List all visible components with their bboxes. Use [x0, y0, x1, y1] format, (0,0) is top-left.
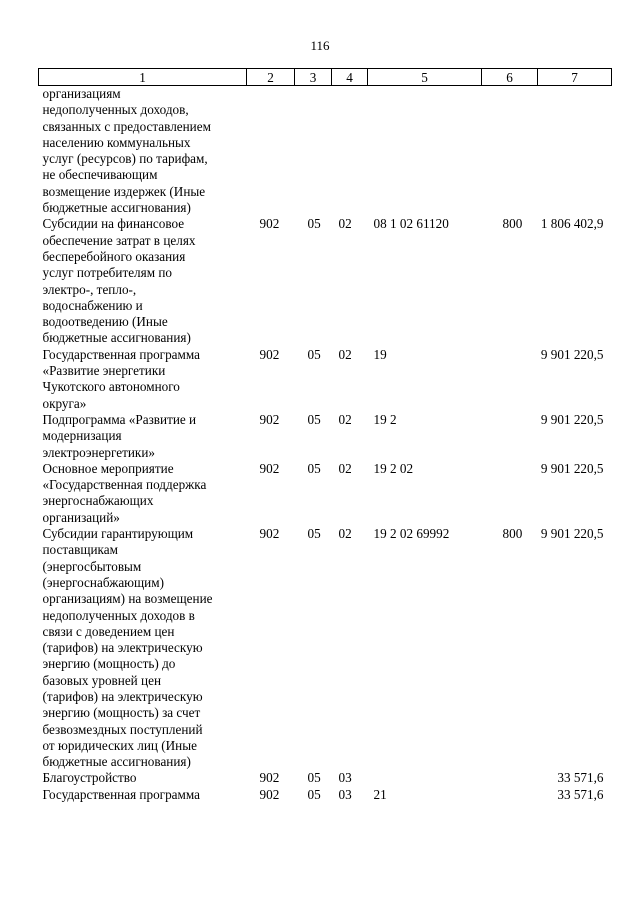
column-header-1: 1	[39, 69, 247, 86]
row-grbs: 902	[259, 770, 280, 786]
row-expense-type	[482, 787, 538, 803]
row-subsection: 02	[338, 346, 352, 362]
row-target-article: 19 2 02	[373, 460, 414, 476]
column-header-4: 4	[332, 69, 368, 86]
row-name: Субсидии гарантирующим поставщикам (энергосбытовым (энергоснабжающим) организациям) на возмещение недополученных доходов в связи с доведением цен (тарифов) на электрическую энергию (мощность) до базовых уровней цен (тарифов) на электрическую энергию (мощность) за счет безвозмездных поступлений от юридических лиц (Иные бюджетные ассигнования)	[42, 526, 213, 770]
row-expense-type: 800	[502, 526, 523, 542]
row-amount: 9 901 220,5	[540, 460, 604, 476]
page-number: 116	[310, 38, 330, 53]
row-expense-type	[482, 770, 538, 786]
table-row	[39, 461, 612, 526]
row-name: Благоустройство	[42, 770, 137, 786]
row-name: Основное мероприятие «Государственная поддержка энергоснабжающих организаций»	[42, 460, 207, 525]
row-grbs: 902	[259, 411, 280, 427]
row-amount: 1 806 402,9	[540, 216, 604, 232]
row-name: Подпрограмма «Развитие и модернизация электроэнергетики»	[42, 411, 197, 460]
row-amount: 9 901 220,5	[540, 526, 604, 542]
table-row	[39, 347, 612, 412]
row-amount: 9 901 220,5	[540, 346, 604, 362]
row-section: 05	[307, 786, 321, 802]
table-row	[39, 787, 612, 803]
table-row	[39, 770, 612, 786]
row-section: 05	[307, 346, 321, 362]
row-target-article: 08 1 02 61120	[373, 216, 449, 232]
row-section: 05	[307, 770, 321, 786]
row-name: Государственная программа	[42, 786, 200, 802]
row-grbs	[247, 86, 295, 217]
row-grbs: 902	[259, 216, 280, 232]
row-expense-type	[482, 347, 538, 412]
table-row	[39, 216, 612, 346]
table-row	[39, 86, 612, 217]
row-subsection	[332, 86, 368, 217]
row-expense-type: 800	[502, 216, 523, 232]
row-subsection: 02	[338, 460, 352, 476]
row-amount: 9 901 220,5	[540, 411, 604, 427]
row-target-article	[368, 86, 482, 217]
column-header-6: 6	[482, 69, 538, 86]
row-amount: 33 571,6	[557, 786, 604, 802]
row-amount: 33 571,6	[557, 770, 604, 786]
row-subsection: 03	[338, 786, 352, 802]
row-section: 05	[307, 411, 321, 427]
row-expense-type	[482, 412, 538, 461]
row-amount	[538, 86, 612, 217]
row-target-article: 19 2 02 69992	[373, 526, 450, 542]
row-target-article: 19 2	[373, 411, 397, 427]
row-subsection: 02	[338, 216, 352, 232]
row-target-article: 21	[373, 786, 387, 802]
row-grbs: 902	[259, 526, 280, 542]
row-section	[295, 86, 332, 217]
row-section: 05	[307, 526, 321, 542]
row-name: Государственная программа «Развитие энергетики Чукотского автономного округа»	[42, 346, 200, 411]
header-row	[39, 69, 612, 86]
row-section: 05	[307, 460, 321, 476]
table-row	[39, 412, 612, 461]
row-expense-type	[482, 461, 538, 526]
row-subsection: 02	[338, 526, 352, 542]
row-subsection: 02	[338, 411, 352, 427]
row-grbs: 902	[259, 786, 280, 802]
row-grbs: 902	[259, 346, 280, 362]
column-header-5: 5	[368, 69, 482, 86]
table-row	[39, 526, 612, 770]
column-header-2: 2	[247, 69, 295, 86]
column-header-7: 7	[538, 69, 612, 86]
budget-table	[38, 68, 612, 803]
row-section: 05	[307, 216, 321, 232]
row-name: Субсидии на финансовое обеспечение затрат в целях бесперебойного оказания услуг потребителям по электро-, тепло-, водоснабжению и водоотведению (Иные бюджетные ассигнования)	[42, 216, 196, 346]
row-name: организациям недополученных доходов, связанных с предоставлением населению коммунальных услуг (ресурсов) по тарифам, не обеспечивающим возмещение издержек (Иные бюджетные ассигнования)	[42, 86, 211, 216]
column-header-3: 3	[295, 69, 332, 86]
row-target-article: 19	[373, 346, 387, 362]
row-expense-type	[482, 86, 538, 217]
row-target-article	[368, 770, 482, 786]
row-grbs: 902	[259, 460, 280, 476]
row-subsection: 03	[338, 770, 352, 786]
